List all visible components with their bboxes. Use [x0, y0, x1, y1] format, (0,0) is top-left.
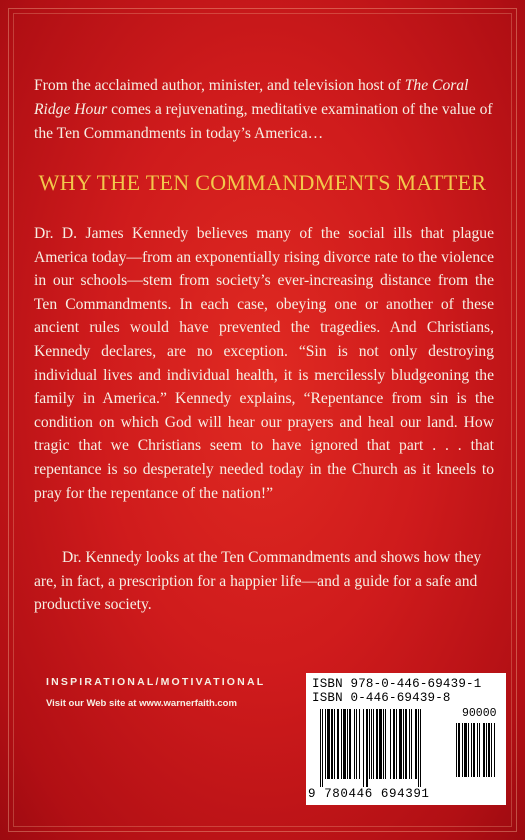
- barcode-bar: [456, 723, 457, 777]
- barcode-bar: [347, 709, 348, 779]
- barcode-bar: [462, 723, 463, 777]
- show-title: The Coral Ridge Hour: [34, 77, 469, 118]
- barcode-bar: [327, 709, 330, 779]
- barcode-bar: [385, 709, 386, 779]
- price-code: 90000: [462, 707, 497, 720]
- intro-paragraph: [34, 74, 494, 146]
- barcode-bar: [359, 709, 360, 779]
- barcode-bar: [354, 709, 355, 779]
- barcode-bar: [458, 723, 460, 777]
- barcode-bar: [371, 709, 372, 779]
- barcode-bar: [356, 709, 357, 779]
- barcode-bar: [396, 709, 397, 779]
- price-barcode: [456, 723, 502, 785]
- barcode-bar: [322, 709, 323, 787]
- barcode-bar: [473, 723, 475, 777]
- barcode-bar: [363, 709, 364, 787]
- barcode-bar: [488, 723, 490, 777]
- barcode-bar: [341, 709, 342, 779]
- barcode-bar: [390, 709, 391, 779]
- barcode-bar: [369, 709, 370, 779]
- barcode-bar: [409, 709, 410, 779]
- barcode-bar: [464, 723, 467, 777]
- barcode-bar: [373, 709, 374, 779]
- barcode-bar: [399, 709, 402, 779]
- barcode-bar: [411, 709, 412, 779]
- barcode-panel: [306, 673, 506, 805]
- barcode-bar: [486, 723, 487, 777]
- barcode-bar: [383, 709, 384, 779]
- barcode-bar: [320, 709, 321, 787]
- description-paragraph: Dr. D. James Kennedy believes many of the social ills that plague America today—from an exponentially rising divorce rate to the violence in our schools—stem from society’s ever-increasing distance from the Ten Commandments. In each case, obeying one or another of these ancient rules would have prevented the tragedies. And Christians, Kennedy declares, are no exception. “Sin is not only destroying individual lives and individual health, it is mercilessly bludgeoning the family in America.” Kennedy explains, “Repentance from sin is the condition on which God will hear our prayers and heal our land. How tragic that we Christians seem to have ignored that part . . . that repentance is so desperately needed today in the Church as it kneels to pray for the repentance of the nation!”: [34, 225, 494, 502]
- barcode-bar: [420, 709, 421, 787]
- barcode-bar: [376, 709, 378, 779]
- barcode-bar: [331, 709, 333, 779]
- barcode-bar: [479, 723, 480, 777]
- barcode-bar: [393, 709, 395, 779]
- isbn-13: ISBN 978-0-446-69439-1: [312, 677, 482, 691]
- barcode-bar: [471, 723, 472, 777]
- website-line: Visit our Web site at www.warnerfaith.com: [46, 698, 237, 709]
- barcode-bar: [403, 709, 404, 779]
- barcode-bar: [343, 709, 346, 779]
- barcode-bar: [366, 709, 368, 787]
- barcode-bar: [337, 709, 339, 779]
- barcode-bar: [415, 709, 417, 779]
- category-label: INSPIRATIONAL/MOTIVATIONAL: [46, 676, 266, 688]
- barcode-bar: [477, 723, 478, 777]
- barcode-bar: [325, 709, 326, 779]
- barcode-bar: [405, 709, 407, 779]
- intro-text-after: comes a rejuvenating, meditative examination of the value of the Ten Commandments in today’s America…: [34, 101, 493, 142]
- barcode-bar: [334, 709, 335, 779]
- barcode-bar: [379, 709, 382, 779]
- barcode-bar: [483, 723, 485, 777]
- barcode-bar: [418, 709, 419, 787]
- closing-paragraph: Dr. Kennedy looks at the Ten Commandments and shows how they are, in fact, a prescription for a happier life—and a guide for a safe and productive society.: [34, 549, 482, 614]
- barcode-bar: [494, 723, 495, 777]
- intro-text-before: From the acclaimed author, minister, and television host of: [34, 77, 405, 94]
- isbn-10: ISBN 0-446-69439-8: [312, 691, 451, 705]
- barcode-bar: [468, 723, 469, 777]
- section-heading: WHY THE TEN COMMANDMENTS MATTER: [38, 170, 487, 195]
- barcode-bar: [349, 709, 351, 779]
- ean-digits: 9 780446 694391: [308, 787, 430, 801]
- barcode-bar: [491, 723, 492, 777]
- ean-barcode: [320, 709, 448, 787]
